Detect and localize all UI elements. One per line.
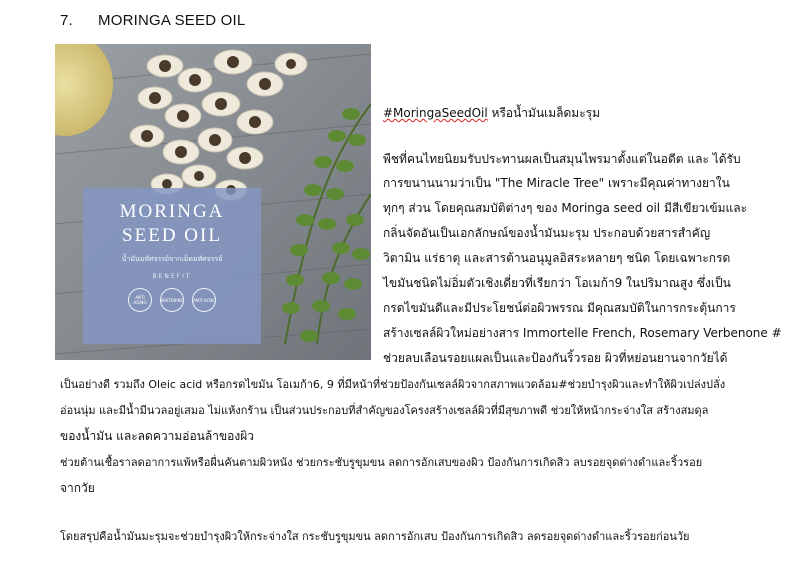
badge-whitening: WHITENING <box>160 288 184 312</box>
summary-line: โดยสรุปคือน้ำมันมะรุมจะช่วยบำรุงผิวให้กระจ่างใส กระชับรูขุมขน ลดการอักเสบ ป้องกันการเกิดสิว ลดรอยจุดด่างดำและริ้วรอยก่อนวัย <box>60 530 690 543</box>
body-line: ช่วยต้านเชื้อราลดอาการแพ้หรือผื่นคันตามผิวหนัง ช่วยกระชับรูขุมขน ลดการอักเสบของผิว ป้องกันการเกิดสิว ลบรอยจุดด่างดำและริ้วรอย <box>60 456 703 469</box>
product-label-card <box>83 188 261 344</box>
section-title: MORINGA SEED OIL <box>98 12 246 29</box>
section-heading <box>60 12 245 29</box>
badge-anti-aging: ANTI AGING <box>128 288 152 312</box>
body-line: ช่วยลบเลือนรอยแผลเป็นและป้องกันริ้วรอย ผิวที่หย่อนยานจากวัยได้ <box>383 351 728 365</box>
body-line: วิตามิน แร่ธาตุ และสารต้านอนุมูลอิสระหลายๆ ชนิด โดยเฉพาะกรด <box>383 251 731 265</box>
body-line: กลิ่นจัดอันเป็นเอกลักษณ์ของน้ำมันมะรุม ประกอบด้วยสารสำคัญ <box>383 226 711 240</box>
badge-anti-acne: ANTI ACNE <box>192 288 216 312</box>
body-line: จากวัย <box>60 481 95 495</box>
body-line: ทุกๆ ส่วน โดยคุณสมบัติต่างๆ ของ Moringa seed oil มีสีเขียวเข้มและ <box>383 201 748 215</box>
body-line: เป็นอย่างดี รวมถึง Oleic acid หรือกรดไขมัน โอเมก้า6, 9 ที่มีหน้าที่ช่วยป้องกันเซลล์ผิวจากสภาพแวดล้อม#ช่วยบำรุงผิวและทำให้ผิวเปล่งปลั่ง <box>60 378 726 391</box>
hashtag: #MoringaSeedOil <box>383 106 488 120</box>
body-line: กรดไขมันดีและมีประโยชน์ต่อผิวพรรณ มีคุณสมบัติในการกระตุ้นการ <box>383 301 736 315</box>
body-line: สร้างเซลล์ผิวใหม่อย่างสาร Immortelle French, Rosemary Verbenone # <box>383 326 782 340</box>
hashtag-rest: หรือน้ำมันเมล็ดมะรุม <box>487 106 601 120</box>
card-title-line2: SEED OIL <box>122 225 222 246</box>
body-line: อ่อนนุ่ม และมีน้ำมีนวลอยู่เสมอ ไม่แห้งกร้าน เป็นส่วนประกอบที่สำคัญของโครงสร้างเซลล์ผิวที่มีสุขภาพดี ช่วยให้หน้ากระจ่างใส สร้างสมดุล <box>60 404 709 417</box>
hashtag-line <box>383 104 600 123</box>
section-number: 7. <box>60 12 73 29</box>
card-benefit: BENEFIT <box>152 273 192 280</box>
card-badges <box>83 288 261 312</box>
body-line: การขนานนามว่าเป็น "The Miracle Tree" เพราะมีคุณค่าทางยาใน <box>383 176 730 190</box>
body-line: พืชที่คนไทยนิยมรับประทานผลเป็นสมุนไพรมาตั้งแต่ในอดีต และ ได้รับ <box>383 152 741 166</box>
body-line: ไขมันชนิดไม่อิ่มตัวเชิงเดี่ยวที่เรียกว่า โอเมก้า9 ในปริมาณสูง ซึ่งเป็น <box>383 276 731 290</box>
card-subtitle: น้ำมันมหัศจรรย์จากเม็ดมหัศจรรย์ <box>121 255 223 263</box>
card-title-line1: MORINGA <box>119 201 225 222</box>
body-line: ของน้ำมัน และลดความอ่อนล้าของผิว <box>60 429 254 443</box>
